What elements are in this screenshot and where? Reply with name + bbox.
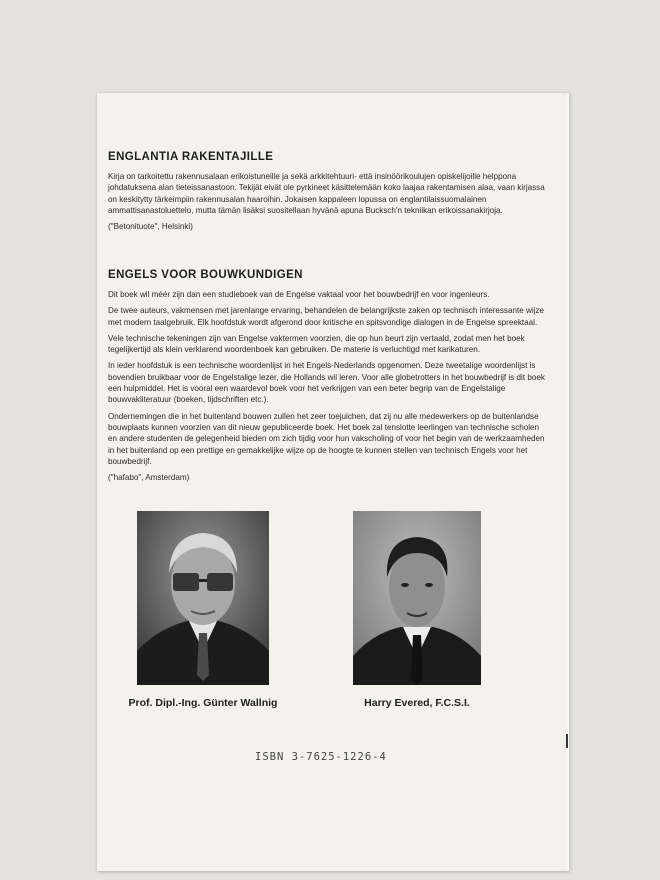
dutch-heading: ENGELS VOOR BOUWKUNDIGEN xyxy=(108,269,303,281)
author-caption-wallnig: Prof. Dipl.-Ing. Günter Wallnig xyxy=(128,697,278,709)
dutch-paragraph: Dit boek wil méér zijn dan een studieboek van de Engelse vaktaal voor het bouwbedrijf en voor ingenieurs. xyxy=(108,290,490,299)
author-photo-evered xyxy=(353,511,481,685)
finnish-paragraph: Kirja on tarkoitettu rakennusalaan erikoistuneille ja sekä arkkitehtuuri- että insinöörikoulujen opiskelijoille helppona johdatuksena alan tieteissanastoon. Tekijät eivät ole pyrkineet käsittelemään koko laajaa rakentamisen alaa, vaan kirjassa on keskitytty tärkeimpiin rakennusalan haaroihin. Jokaisen kappaleen lopussa on englantilaissuomalainen ammattisanastoluettelo, mutta tämän lisäksi suositellaan hyvänä apuna Bucksch'n tekniikan erikoissanakirjoja. xyxy=(108,172,545,215)
book-back-cover xyxy=(97,93,569,871)
finnish-review xyxy=(108,151,550,231)
dutch-review xyxy=(108,269,550,482)
finnish-heading: ENGLANTIA RAKENTAJILLE xyxy=(108,151,274,163)
isbn: ISBN 3-7625-1226-4 xyxy=(255,751,387,763)
edge-mark xyxy=(566,734,568,748)
dutch-paragraph: In ieder hoofdstuk is een technische woordenlijst in het Engels-Nederlands opgenomen. Deze tweetalige woordenlijst is bovendien bruikbaar voor de Engelstalige lezer, die Hollands wil leren. Voor alle globetrotters in het bouwbedrijf is dit boek een hulpmiddel. Het is vooral een waardevol boek voor het verkrijgen van een beter begrip van de Engelstalige bouwvakliteratuur (boeken, tijdschriften etc.). xyxy=(108,361,545,405)
dutch-paragraph: Vele technische tekeningen zijn van Engelse vaktermen voorzien, die op hun beurt zijn vertaald, zodat men het boek tegelijkertijd als klein verklarend woordenboek kan gebruiken. De materie is verluchtigd met karikaturen. xyxy=(108,333,525,355)
finnish-credit: ("Betonituote", Helsinki) xyxy=(108,222,193,232)
cover-spine-edge xyxy=(563,93,569,871)
dutch-credit: ("hafabo", Amsterdam) xyxy=(108,473,190,483)
dutch-paragraph: Ondernemingen die in het buitenland bouwen zullen het zeer toejuichen, dat zij nu alle medewerkers op de buitenlandse bouwplaats kunnen voorzien van dit nieuw gepubliceerde boek. Het boek zal tenslotte leerlingen van technische scholen en andere studenten de gelegenheid bieden om zich tijdig voor hun vakscholing of voor het begin van de werkzaamheden in het buitenland op een prettige en gemakkelijke wijze op de hoogte te kunnen stellen van technisch Engels voor het bouwbedrijf. xyxy=(108,411,545,466)
author-caption-evered: Harry Evered, F.C.S.I. xyxy=(364,697,470,709)
author-photo-wallnig xyxy=(137,511,269,685)
dutch-paragraph: De twee auteurs, vakmensen met jarenlange ervaring, behandelen de belangrijkste zaken op technisch interessante wijze met modern taalgebruik. Elk hoofdstuk wordt afgerond door kritische en spitsvondige dialogen in de Engelse spreektaal. xyxy=(108,306,544,327)
